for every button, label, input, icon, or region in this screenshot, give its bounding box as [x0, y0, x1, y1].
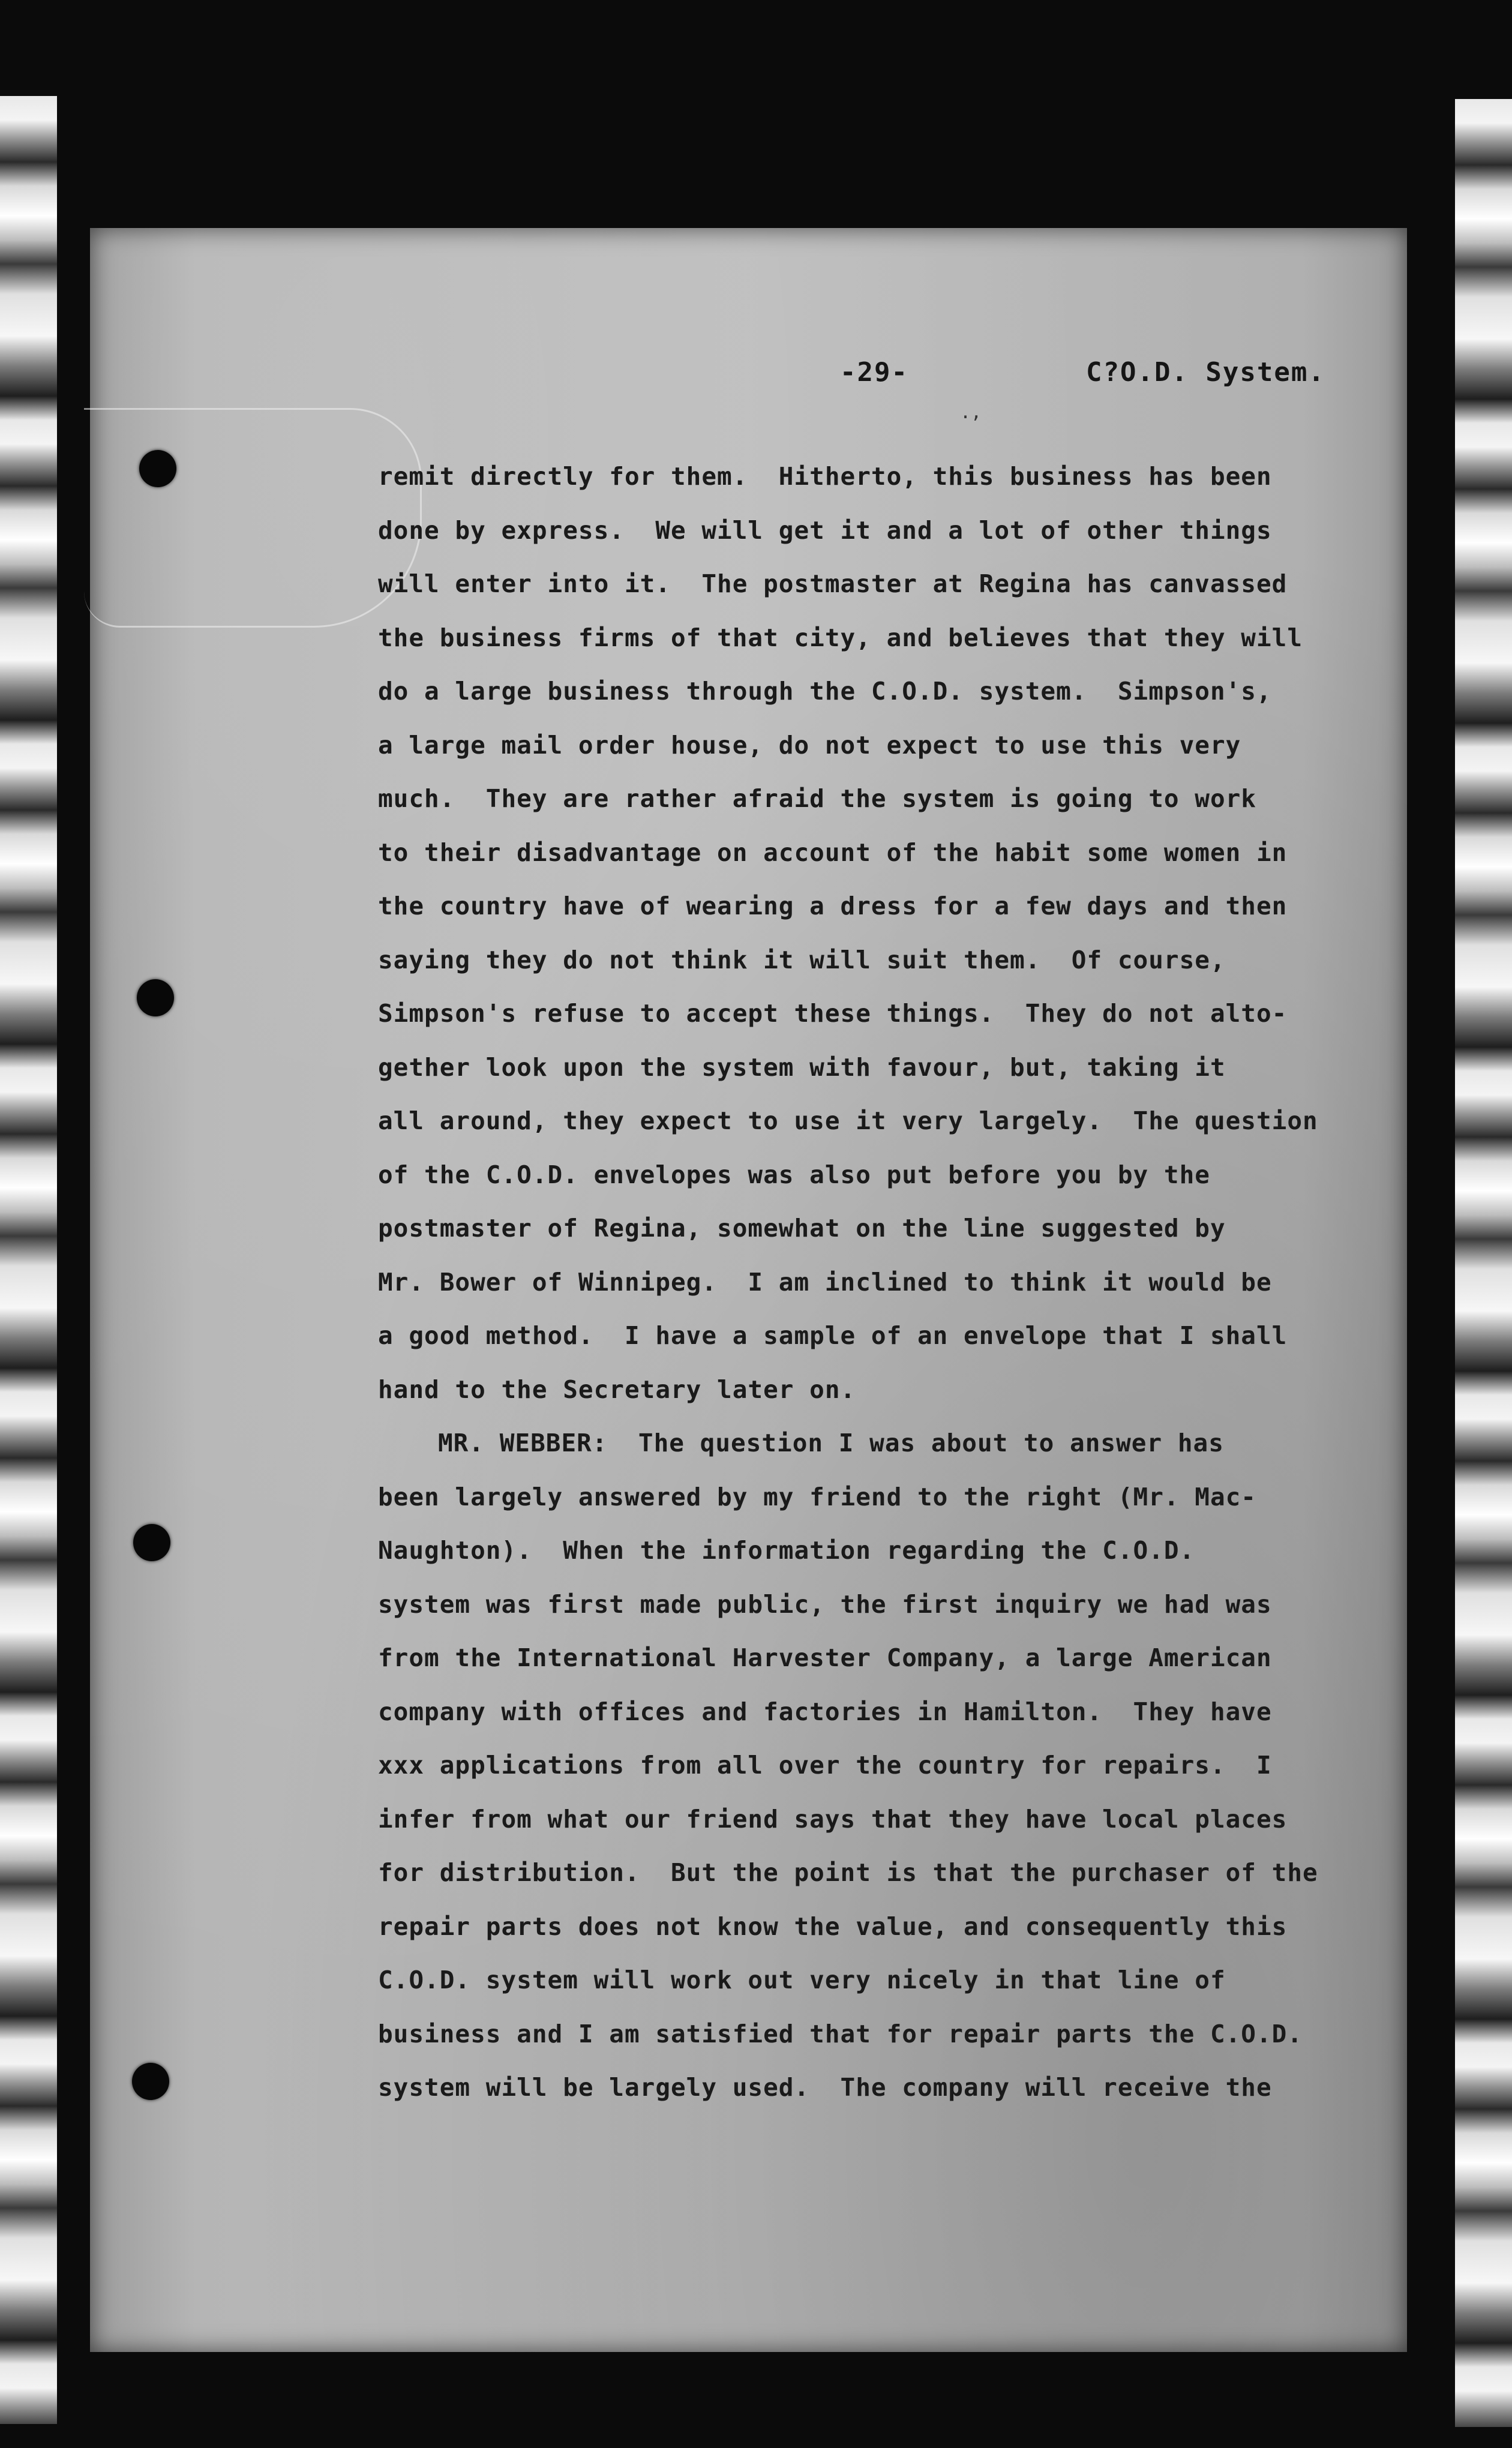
film-strip-left [0, 96, 57, 2424]
text-line: system will be largely used. The company will receive the [378, 2073, 1272, 2102]
text-line: for distribution. But the point is that the purchaser of the [378, 1858, 1318, 1887]
text-line: company with offices and factories in Hamilton. They have [378, 1697, 1272, 1726]
text-line: been largely answered by my friend to the right (Mr. Mac- [378, 1482, 1256, 1511]
text-line: Naughton). When the information regarding the C.O.D. [378, 1536, 1195, 1565]
punch-hole [137, 979, 174, 1016]
text-line: postmaster of Regina, somewhat on the line suggested by [378, 1214, 1226, 1243]
text-line: Simpson's refuse to accept these things. They do not alto- [378, 999, 1288, 1028]
text-line: infer from what our friend says that they have local places [378, 1804, 1288, 1834]
text-line: xxx applications from all over the country for repairs. I [378, 1751, 1272, 1780]
page-number: -29- [840, 357, 908, 388]
text-line: do a large business through the C.O.D. system. Simpson's, [378, 677, 1272, 706]
text-line: of the C.O.D. envelopes was also put before you by the [378, 1160, 1210, 1189]
text-line: Mr. Bower of Winnipeg. I am inclined to think it would be [378, 1267, 1272, 1297]
pencil-mark [84, 408, 422, 628]
text-line: the country have of wearing a dress for a few days and then [378, 892, 1288, 920]
body-text [378, 450, 1386, 2115]
punch-hole [133, 1524, 170, 1561]
text-line: C.O.D. system will work out very nicely in that line of [378, 1966, 1226, 1994]
text-line: much. They are rather afraid the system is going to work [378, 784, 1256, 813]
text-line: to their disadvantage on account of the habit some women in [378, 838, 1288, 867]
text-line: system was first made public, the first inquiry we had was [378, 1589, 1272, 1619]
text-line: repair parts does not know the value, and consequently this [378, 1912, 1288, 1941]
text-line: done by express. We will get it and a lot of other things [378, 515, 1272, 545]
text-line: business and I am satisfied that for repair parts the C.O.D. [378, 2019, 1303, 2048]
punch-hole [139, 450, 176, 487]
text-line: MR. WEBBER: The question I was about to answer has [438, 1429, 1224, 1457]
text-line: from the International Harvester Company, a large American [378, 1643, 1272, 1672]
text-line: a large mail order house, do not expect to use this very [378, 730, 1241, 760]
text-line: hand to the Secretary later on. [378, 1375, 856, 1404]
page-header [840, 357, 1380, 399]
text-line: remit directly for them. Hitherto, this business has been [378, 462, 1272, 491]
document-page [90, 228, 1407, 2352]
running-title: C?O.D. System. [1086, 357, 1325, 388]
text-line: a good method. I have a sample of an envelope that I shall [378, 1321, 1288, 1350]
text-line: all around, they expect to use it very largely. The question [378, 1106, 1318, 1135]
stray-mark: ., [960, 402, 982, 423]
text-line: will enter into it. The postmaster at Regina has canvassed [378, 569, 1288, 598]
film-strip-right [1455, 99, 1512, 2427]
text-line: the business firms of that city, and believes that they will [378, 623, 1303, 652]
text-line: saying they do not think it will suit them. Of course, [378, 945, 1226, 974]
punch-hole [132, 2063, 169, 2100]
text-line: gether look upon the system with favour, but, taking it [378, 1052, 1226, 1082]
